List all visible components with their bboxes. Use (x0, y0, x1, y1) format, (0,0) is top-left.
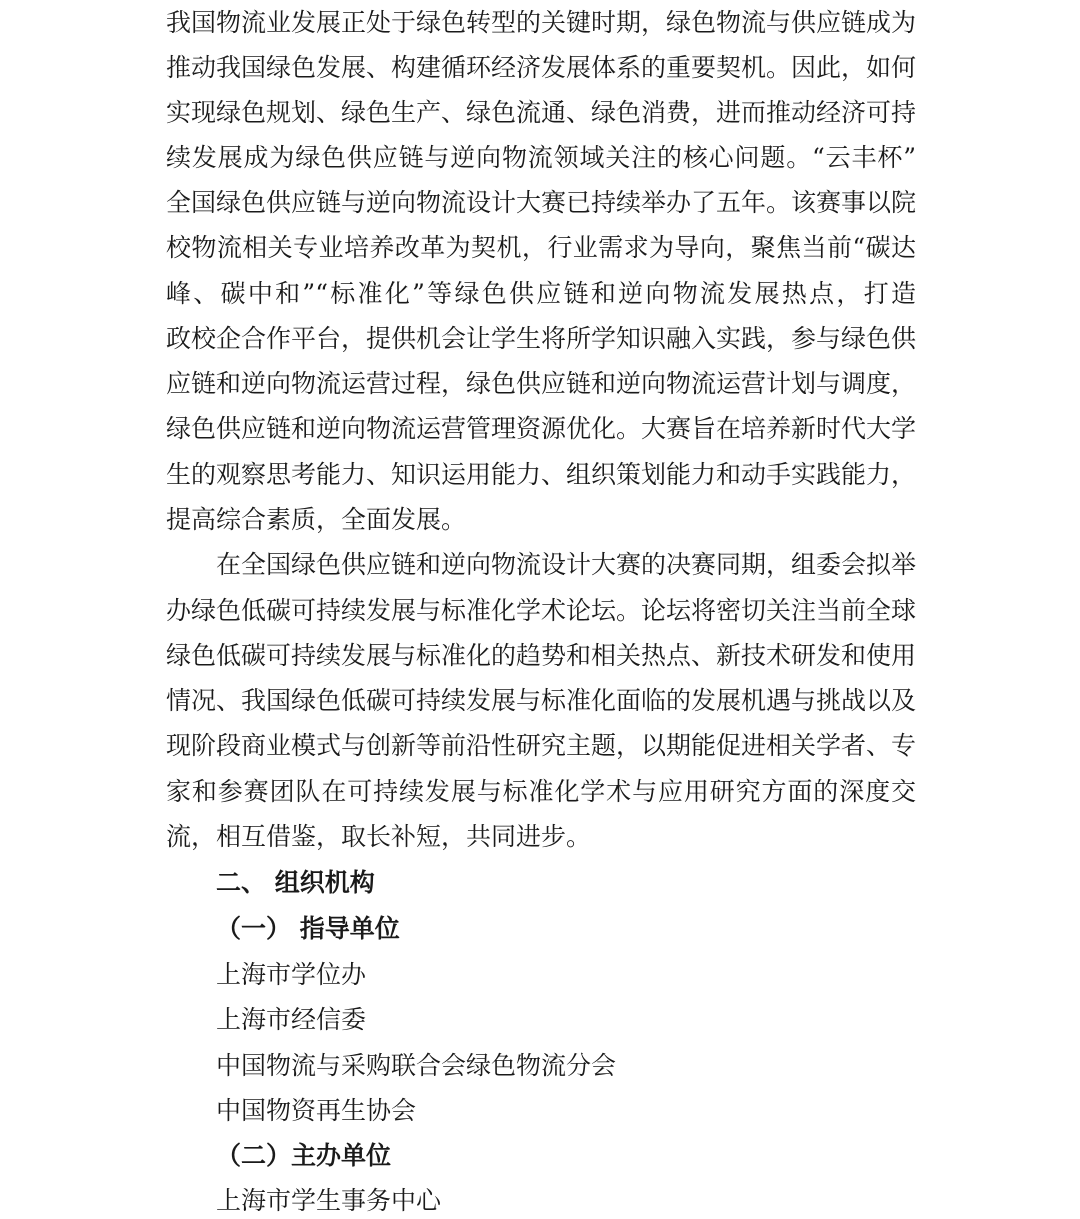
paragraph-line: 现阶段商业模式与创新等前沿性研究主题，以期能促进相关学者、专 (166, 731, 916, 760)
paragraph-line: 峰、碳中和”“标准化”等绿色供应链和逆向物流发展热点，打造 (166, 279, 916, 308)
paragraph-line: 办绿色低碳可持续发展与标准化学术论坛。论坛将密切关注当前全球 (166, 596, 916, 625)
section-heading: 二、 组织机构 (216, 868, 375, 897)
paragraph-line: 政校企合作平台，提供机会让学生将所学知识融入实践，参与绿色供 (166, 324, 916, 353)
paragraph-line: 生的观察思考能力、知识运用能力、组织策划能力和动手实践能力， (166, 460, 916, 489)
paragraph-line: 绿色供应链和逆向物流运营管理资源优化。大赛旨在培养新时代大学 (166, 414, 916, 443)
list-item: 中国物流与采购联合会绿色物流分会 (216, 1051, 617, 1080)
paragraph-line: 推动我国绿色发展、构建循环经济发展体系的重要契机。因此，如何 (166, 53, 916, 82)
paragraph-line: 校物流相关专业培养改革为契机，行业需求为导向，聚焦当前“碳达 (166, 233, 916, 262)
subsection-heading: （二）主办单位 (216, 1141, 392, 1170)
paragraph-line: 情况、我国绿色低碳可持续发展与标准化面临的发展机遇与挑战以及 (166, 686, 916, 715)
paragraph-line: 家和参赛团队在可持续发展与标准化学术与应用研究方面的深度交 (166, 777, 916, 806)
paragraph-line: 续发展成为绿色供应链与逆向物流领域关注的核心问题。“云丰杯” (166, 143, 916, 172)
paragraph-line: 实现绿色规划、绿色生产、绿色流通、绿色消费，进而推动经济可持 (166, 98, 916, 127)
paragraph-line: 绿色低碳可持续发展与标准化的趋势和相关热点、新技术研发和使用 (166, 641, 916, 670)
paragraph-line: 应链和逆向物流运营过程，绿色供应链和逆向物流运营计划与调度， (166, 369, 916, 398)
paragraph-line: 提高综合素质，全面发展。 (166, 505, 467, 534)
list-item: 上海市学生事务中心 (216, 1186, 442, 1215)
paragraph-line: 我国物流业发展正处于绿色转型的关键时期，绿色物流与供应链成为 (166, 8, 916, 37)
paragraph-line: 流，相互借鉴，取长补短，共同进步。 (166, 822, 592, 851)
paragraph-line: 在全国绿色供应链和逆向物流设计大赛的决赛同期，组委会拟举 (216, 550, 916, 579)
list-item: 中国物资再生协会 (216, 1096, 417, 1125)
list-item: 上海市经信委 (216, 1005, 367, 1034)
subsection-heading: （一） 指导单位 (216, 914, 400, 943)
paragraph-line: 全国绿色供应链与逆向物流设计大赛已持续举办了五年。该赛事以院 (166, 188, 916, 217)
list-item: 上海市学位办 (216, 960, 367, 989)
